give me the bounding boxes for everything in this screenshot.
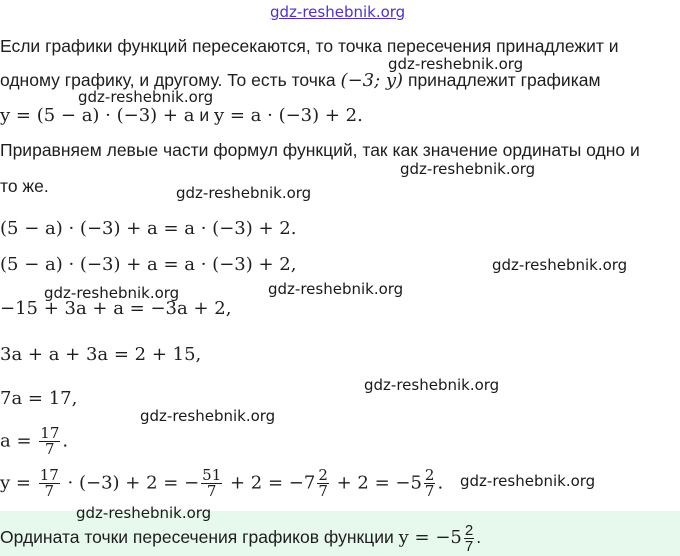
fraction-17-7	[39, 426, 60, 457]
answer-text: Ордината точки пересечения графиков функции	[0, 527, 394, 548]
solution-step4: 3a + a + 3a = 2 + 15,	[0, 344, 202, 365]
site-link[interactable]: gdz-reshebnik.org	[270, 3, 406, 21]
paragraph1-line2-text: одному графику, и другому. То есть точка	[0, 70, 336, 90]
solution-step6	[0, 426, 68, 457]
function-equation-1: y = (5 − a) · (−3) + a	[0, 105, 195, 126]
fraction-numerator: 17	[39, 466, 59, 484]
watermark: gdz-reshebnik.org	[492, 256, 628, 274]
paragraph1-line2-tail: принадлежит графикам	[407, 70, 601, 90]
fraction-51-7	[201, 468, 222, 499]
paragraph2-line2: то же.	[0, 176, 49, 196]
step7-mid2: + 2 = −7	[229, 472, 316, 494]
watermark: gdz-reshebnik.org	[460, 472, 596, 490]
fraction-numerator: 2	[464, 522, 474, 539]
fraction-2-7	[317, 468, 329, 499]
watermark: gdz-reshebnik.org	[400, 160, 536, 178]
step6-lhs: a =	[0, 430, 32, 452]
fraction-2-7	[424, 468, 436, 499]
paragraph1-line3	[0, 104, 363, 127]
fraction-denominator: 7	[464, 538, 474, 555]
fraction-denominator: 7	[39, 441, 60, 457]
fraction-denominator: 7	[318, 482, 328, 500]
watermark: gdz-reshebnik.org	[364, 376, 500, 394]
step7-lhs: y =	[0, 472, 31, 494]
point-coordinates: (−3; y)	[340, 70, 404, 91]
fraction-17-7	[39, 468, 60, 499]
watermark: gdz-reshebnik.org	[140, 407, 276, 425]
watermark: gdz-reshebnik.org	[76, 504, 212, 522]
fraction-denominator: 7	[424, 482, 435, 500]
answer-fraction	[464, 523, 474, 554]
fraction-numerator: 2	[318, 466, 328, 484]
solution-step1: (5 − a) · (−3) + a = a · (−3) + 2.	[0, 218, 297, 239]
fraction-numerator: 2	[424, 466, 435, 484]
answer-end: .	[476, 527, 482, 548]
watermark: gdz-reshebnik.org	[44, 284, 180, 302]
solution-step5: 7a = 17,	[0, 388, 78, 409]
step7-mid1: · (−3) + 2 = −	[67, 472, 200, 494]
solution-step7	[0, 468, 443, 499]
step7-mid3: + 2 = −5	[336, 472, 422, 494]
conjunction-and: и	[199, 105, 210, 125]
paragraph2-line1: Приравняем левые части формул функций, так как значение ординаты одно и	[0, 140, 640, 160]
paragraph1-line1: Если графики функций пересекаются, то точка пересечения принадлежит и	[0, 36, 619, 56]
solution-step2: (5 − a) · (−3) + a = a · (−3) + 2,	[0, 254, 297, 275]
watermark: gdz-reshebnik.org	[176, 184, 312, 202]
fraction-denominator: 7	[201, 483, 222, 499]
site-header	[0, 0, 680, 26]
watermark: gdz-reshebnik.org	[388, 55, 524, 73]
function-equation-2: y = a · (−3) + 2.	[213, 105, 363, 126]
watermark: gdz-reshebnik.org	[268, 280, 404, 298]
fraction-numerator: 51	[202, 466, 222, 484]
step6-end: .	[62, 430, 69, 452]
step7-end: .	[437, 472, 444, 494]
fraction-numerator: 17	[40, 424, 60, 442]
watermark: gdz-reshebnik.org	[78, 88, 214, 106]
answer-line	[0, 523, 481, 554]
fraction-denominator: 7	[39, 483, 60, 499]
answer-math: y = −5	[398, 527, 462, 549]
solution-step3: −15 + 3a + a = −3a + 2,	[0, 298, 232, 319]
